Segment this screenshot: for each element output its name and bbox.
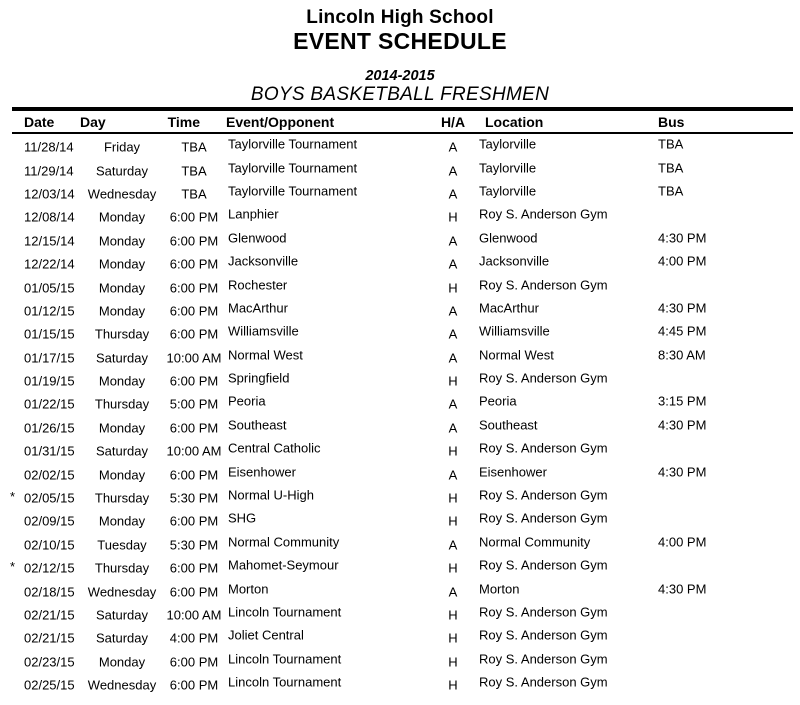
cell-time: 6:00 PM (169, 584, 219, 600)
cell-day: Friday (103, 139, 141, 155)
cell-day: Monday (98, 209, 146, 225)
cell-ha: A (448, 396, 458, 412)
cell-ha: H (448, 677, 458, 693)
schedule-rows (0, 134, 800, 695)
cell-ha: H (448, 490, 458, 506)
cell-day: Monday (98, 280, 146, 296)
cell-event: Peoria (228, 393, 266, 409)
cell-ha: A (448, 350, 458, 366)
cell-date: 11/28/14 (24, 139, 74, 155)
cell-location: Williamsville (479, 323, 550, 339)
cell-time: 5:00 PM (169, 396, 219, 412)
cell-ha: H (448, 654, 458, 670)
cell-location: Taylorville (479, 136, 537, 152)
cell-day: Monday (98, 513, 146, 529)
page-title: EVENT SCHEDULE (293, 28, 507, 54)
cell-location: Eisenhower (479, 464, 547, 480)
cell-event: Central Catholic (228, 440, 321, 456)
cell-ha: H (448, 443, 458, 459)
schedule-row (0, 532, 800, 555)
cell-date: 02/25/15 (24, 677, 75, 693)
cell-day: Monday (98, 303, 146, 319)
cell-event: Taylorville Tournament (228, 160, 358, 176)
cell-time: TBA (181, 139, 207, 155)
cell-date: 02/21/15 (24, 630, 75, 646)
cell-time: 6:00 PM (169, 373, 219, 389)
cell-time: 6:00 PM (169, 513, 219, 529)
cell-event: MacArthur (228, 300, 288, 316)
cell-bus: TBA (658, 160, 684, 176)
cell-ha: H (448, 630, 458, 646)
cell-event: Glenwood (228, 230, 287, 246)
cell-date: 11/29/14 (24, 163, 74, 179)
cell-ha: A (448, 420, 458, 436)
cell-location: Taylorville (479, 183, 537, 199)
cell-date: 02/21/15 (24, 607, 75, 623)
cell-location: Peoria (479, 393, 517, 409)
schedule-row (0, 321, 800, 344)
cell-ha: H (448, 513, 458, 529)
schedule-row (0, 461, 800, 484)
column-header-day: Day (80, 113, 106, 130)
schedule-row (0, 251, 800, 274)
cell-time: 6:00 PM (169, 303, 219, 319)
cell-event: Rochester (228, 277, 288, 293)
cell-event: Taylorville Tournament (228, 183, 358, 199)
column-header-event: Event/Opponent (226, 113, 335, 130)
cell-bus: 4:30 PM (658, 581, 707, 597)
cell-location: Morton (479, 581, 520, 597)
column-header-time: Time (167, 113, 200, 130)
column-header-date: Date (24, 113, 55, 130)
cell-time: 6:00 PM (169, 677, 219, 693)
cell-bus: TBA (658, 136, 684, 152)
cell-date: 02/23/15 (24, 654, 75, 670)
schedule-row (0, 602, 800, 625)
cell-location: Normal West (479, 347, 554, 363)
cell-ha: H (448, 209, 458, 225)
cell-location: Roy S. Anderson Gym (479, 206, 608, 222)
schedule-row (0, 228, 800, 251)
cell-bus: 4:30 PM (658, 300, 707, 316)
cell-date: 02/10/15 (24, 537, 75, 553)
schedule-row (0, 672, 800, 695)
schedule-row (0, 508, 800, 531)
column-header-ha: H/A (440, 113, 466, 130)
cell-time: 6:00 PM (169, 560, 219, 576)
cell-location: Roy S. Anderson Gym (479, 440, 608, 456)
cell-day: Monday (98, 467, 146, 483)
cell-event: Eisenhower (228, 464, 296, 480)
cell-date: 01/22/15 (24, 396, 75, 412)
schedule-row (0, 438, 800, 461)
cell-time: 6:00 PM (169, 467, 219, 483)
schedule-row (0, 181, 800, 204)
cell-time: 6:00 PM (169, 209, 219, 225)
cell-event: Williamsville (228, 323, 299, 339)
schedule-row (0, 391, 800, 414)
cell-date: 01/05/15 (24, 280, 75, 296)
cell-date: 01/15/15 (24, 326, 75, 342)
cell-time: 6:00 PM (169, 654, 219, 670)
cell-day: Wednesday (87, 584, 157, 600)
cell-time: 6:00 PM (169, 420, 219, 436)
cell-location: Southeast (479, 417, 538, 433)
cell-day: Thursday (94, 560, 150, 576)
cell-event: Lincoln Tournament (228, 651, 342, 667)
schedule-row (0, 555, 800, 578)
cell-day: Saturday (95, 443, 149, 459)
cell-location: Roy S. Anderson Gym (479, 510, 608, 526)
school-name: Lincoln High School (306, 7, 494, 28)
cell-location: Roy S. Anderson Gym (479, 487, 608, 503)
cell-day: Monday (98, 373, 146, 389)
column-header-location: Location (485, 113, 544, 130)
cell-ha: A (448, 163, 458, 179)
cell-day: Saturday (95, 607, 149, 623)
cell-date: 01/26/15 (24, 420, 75, 436)
schedule-row (0, 415, 800, 438)
cell-bus: 4:00 PM (658, 253, 707, 269)
cell-ha: A (448, 467, 458, 483)
cell-day: Saturday (95, 630, 149, 646)
cell-day: Wednesday (87, 186, 157, 202)
cell-location: Normal Community (479, 534, 591, 550)
cell-bus: 4:30 PM (658, 464, 707, 480)
cell-ha: H (448, 607, 458, 623)
cell-location: Roy S. Anderson Gym (479, 604, 608, 620)
cell-event: Southeast (228, 417, 287, 433)
cell-day: Thursday (94, 396, 150, 412)
cell-date: 02/18/15 (24, 584, 75, 600)
cell-location: Roy S. Anderson Gym (479, 557, 608, 573)
cell-event: Springfield (228, 370, 290, 386)
cell-event: Normal Community (228, 534, 340, 550)
cell-ha: A (448, 186, 458, 202)
cell-date: 12/22/14 (24, 256, 75, 272)
cell-time: 5:30 PM (169, 537, 219, 553)
cell-day: Tuesday (97, 537, 147, 553)
cell-ha: A (448, 139, 458, 155)
cell-location: Jacksonville (479, 253, 550, 269)
schedule-row (0, 368, 800, 391)
cell-time: 6:00 PM (169, 233, 219, 249)
cell-location: Roy S. Anderson Gym (479, 627, 608, 643)
cell-ha: A (448, 256, 458, 272)
cell-event: Lanphier (228, 206, 279, 222)
cell-ha: A (448, 326, 458, 342)
cell-bus: 4:30 PM (658, 417, 707, 433)
cell-bus: 8:30 AM (658, 347, 706, 363)
cell-date: 01/12/15 (24, 303, 75, 319)
cell-time: 6:00 PM (169, 326, 219, 342)
team-label: BOYS BASKETBALL FRESHMEN (250, 84, 550, 105)
cell-event: SHG (228, 510, 257, 526)
cell-location: Roy S. Anderson Gym (479, 674, 608, 690)
cell-ha: H (448, 280, 458, 296)
cell-event: Jacksonville (228, 253, 299, 269)
cell-location: Roy S. Anderson Gym (479, 370, 608, 386)
cell-day: Thursday (94, 326, 150, 342)
cell-event: Normal West (228, 347, 303, 363)
cell-bus: 3:15 PM (658, 393, 707, 409)
schedule-row (0, 298, 800, 321)
cell-time: 10:00 AM (166, 607, 222, 623)
cell-ha: A (448, 584, 458, 600)
cell-event: Taylorville Tournament (228, 136, 358, 152)
cell-day: Monday (98, 233, 146, 249)
cell-date: 02/12/15 (24, 560, 75, 576)
schedule-row (0, 157, 800, 180)
cell-ha: A (448, 303, 458, 319)
cell-time: 4:00 PM (169, 630, 219, 646)
cell-event: Lincoln Tournament (228, 674, 342, 690)
cell-bus: 4:30 PM (658, 230, 707, 246)
cell-time: 10:00 AM (166, 350, 222, 366)
cell-date: 01/17/15 (24, 350, 75, 366)
cell-day: Monday (98, 654, 146, 670)
cell-date: 12/15/14 (24, 233, 75, 249)
schedule-row (0, 134, 800, 157)
cell-time: TBA (181, 163, 207, 179)
column-header-bus: Bus (658, 113, 685, 130)
cell-bus: 4:45 PM (658, 323, 707, 339)
cell-event: Mahomet-Seymour (228, 557, 339, 573)
cell-date: 12/08/14 (24, 209, 75, 225)
schedule-row (0, 274, 800, 297)
cell-event: Joliet Central (228, 627, 304, 643)
cell-date: 02/02/15 (24, 467, 75, 483)
cell-ha: A (448, 233, 458, 249)
cell-location: Roy S. Anderson Gym (479, 277, 608, 293)
schedule-row (0, 345, 800, 368)
cell-location: Taylorville (479, 160, 537, 176)
cell-time: 6:00 PM (169, 280, 219, 296)
document-header (0, 0, 800, 106)
schedule-row (0, 485, 800, 508)
cell-event: Lincoln Tournament (228, 604, 342, 620)
cell-time: 10:00 AM (166, 443, 222, 459)
asterisk-marker: * (9, 489, 15, 505)
cell-day: Wednesday (87, 677, 157, 693)
cell-time: 5:30 PM (169, 490, 219, 506)
cell-day: Thursday (94, 490, 150, 506)
cell-day: Monday (98, 420, 146, 436)
season-label: 2014-2015 (365, 68, 435, 84)
cell-ha: H (448, 373, 458, 389)
cell-ha: H (448, 560, 458, 576)
cell-day: Saturday (95, 163, 149, 179)
cell-ha: A (448, 537, 458, 553)
schedule-row (0, 649, 800, 672)
cell-bus: TBA (658, 183, 684, 199)
schedule-row (0, 578, 800, 601)
cell-date: 12/03/14 (24, 186, 75, 202)
cell-day: Monday (98, 256, 146, 272)
cell-date: 02/09/15 (24, 513, 75, 529)
cell-bus: 4:00 PM (658, 534, 707, 550)
cell-location: Roy S. Anderson Gym (479, 651, 608, 667)
cell-time: 6:00 PM (169, 256, 219, 272)
cell-time: TBA (181, 186, 207, 202)
cell-event: Morton (228, 581, 269, 597)
schedule-row (0, 625, 800, 648)
cell-location: Glenwood (479, 230, 538, 246)
schedule-row (0, 204, 800, 227)
cell-event: Normal U-High (228, 487, 314, 503)
cell-date: 02/05/15 (24, 490, 75, 506)
cell-location: MacArthur (479, 300, 539, 316)
cell-date: 01/31/15 (24, 443, 75, 459)
cell-date: 01/19/15 (24, 373, 75, 389)
cell-day: Saturday (95, 350, 149, 366)
table-header-row (0, 111, 800, 132)
asterisk-marker: * (9, 559, 15, 575)
